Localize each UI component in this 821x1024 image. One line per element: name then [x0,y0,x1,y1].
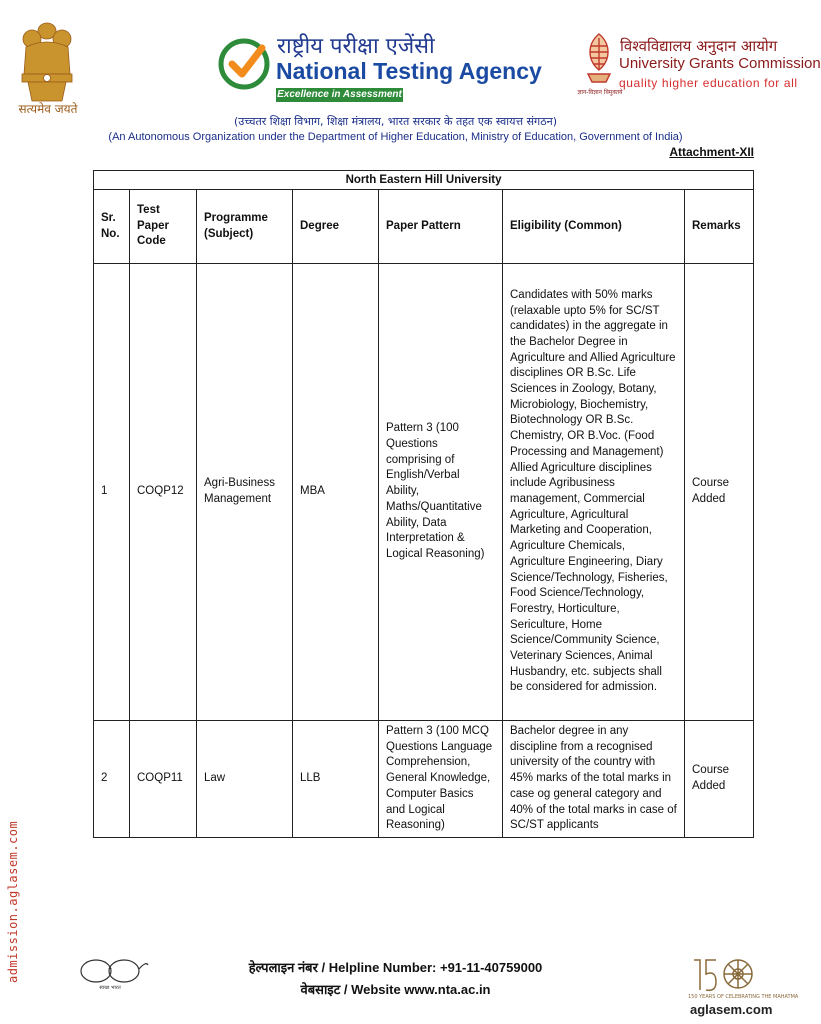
remarks-cell: Course Added [685,721,754,838]
programme-cell: Agri-Business Management [197,264,293,721]
table-title-row [94,171,754,190]
watermark-bottom: aglasem.com [690,1002,773,1017]
helpline-number: हेल्पलाइन नंबर / Helpline Number: +91-11-40759000 [248,960,543,975]
programme-table [93,170,754,838]
nta-tagline: Excellence in Assessment [277,89,402,100]
degree-cell: LLB [293,721,379,838]
emblem-motto: सत्यमेव जयते [18,102,78,116]
nta-hindi-name: राष्ट्रीय परीक्षा एजेंसी [277,34,435,59]
nta-name: National Testing Agency [276,58,542,84]
eligibility-cell: Candidates with 50% marks (relaxable upto 5% for SC/ST candidates) in the aggregate in the Bachelor Degree in Agriculture and Allied Agriculture disciplines OR B.Sc. Life Sciences in Zoology, Botany, Microbiology, Biochemistry, Biotechnology OR B.Sc. Chemistry, OR B.Voc. (Food Processing and Management) Allied Agriculture disciplines include Agribusiness management, Commercial Agriculture, Agricultural Marketing and Cooperation, Agriculture Chemicals, Agriculture Engineering, Diary Science/Technology, Fisheries, Food Science/Technology, Forestry, Horticulture, Sericulture, Home Science/Community Science, Veterinary Sciences, Animal Husbandry, etc. subjects shall be considered for admission. [503,264,685,721]
gandhi-150-icon [686,950,799,1000]
ugc-logo-caption: ज्ञान-विज्ञान विमुक्तये [577,89,623,96]
paper-pattern-cell: Pattern 3 (100 MCQ Questions Language Comprehension, General Knowledge, Computer Basics and Logical Reasoning) [379,721,503,838]
column-header: Degree [293,190,379,264]
ugc-tagline: quality higher education for all [619,76,798,90]
organization-hindi: (उच्चतर शिक्षा विभाग, शिक्षा मंत्रालय, भारत सरकार के तहत एक स्वायत्त संगठन) [234,115,557,128]
table-header-row [94,190,754,264]
sr-no-cell: 2 [94,721,130,838]
sr-no-cell: 1 [94,264,130,721]
remarks-cell: Course Added [685,264,754,721]
ugc-logo-icon [582,30,616,90]
ugc-hindi-name: विश्वविद्यालय अनुदान आयोग [620,37,778,55]
university-title: North Eastern Hill University [94,171,754,190]
column-header: Programme (Subject) [197,190,293,264]
column-header: Remarks [685,190,754,264]
swachh-label: स्वच्छ भारत [99,985,121,991]
gandhi-label: 150 YEARS OF CELEBRATING THE MAHATMA [688,994,799,1000]
paper-code-cell: COQP11 [130,721,197,838]
eligibility-cell: Bachelor degree in any discipline from a recognised university of the country with 45% marks of the total marks in case og general category and 40% of the total marks in case of SC/ST applicants [503,721,685,838]
website-link[interactable]: वेबसाइट / Website www.nta.ac.in [300,982,491,997]
ugc-name: University Grants Commission [619,55,821,72]
column-header: Paper Pattern [379,190,503,264]
watermark-side: admission.aglasem.com [6,820,20,983]
paper-code-cell: COQP12 [130,264,197,721]
paper-pattern-cell: Pattern 3 (100 Questions comprising of English/Verbal Ability, Maths/Quantitative Ability, Data Interpretation & Logical Reasoning) [379,264,503,721]
column-header: Test Paper Code [130,190,197,264]
table-row [94,721,754,838]
organization-english: (An Autonomous Organization under the Department of Higher Education, Ministry of Education, Government of India) [108,131,683,143]
table-row [94,264,754,721]
column-header: Sr. No. [94,190,130,264]
programme-cell: Law [197,721,293,838]
attachment-label: Attachment-XII [669,145,754,159]
degree-cell: MBA [293,264,379,721]
column-header: Eligibility (Common) [503,190,685,264]
nta-logo-icon [218,38,270,90]
